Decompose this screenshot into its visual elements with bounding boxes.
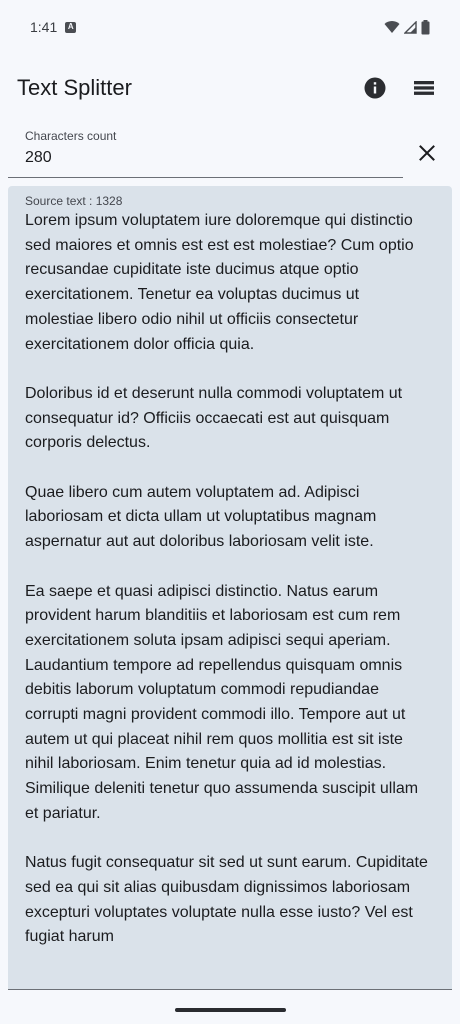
info-icon	[364, 77, 386, 99]
source-text-field[interactable]	[8, 186, 452, 990]
source-text-content[interactable]: Lorem ipsum voluptatem iure doloremque qui distinctio sed maiores et omnis est est est molestiae? Cum optio recusandae cupiditate iste ducimus atque optio exercitationem. Tenetur ea voluptas ducimus ut molestiae libero odio nihil ut officiis consectetur exercitationem dolor officia quia. Doloribus id et deserunt nulla commodi voluptatem ut consequatur id? Officiis occaecati est aut quisquam corporis delectus. Quae libero cum autem voluptatem ad. Adipisci laboriosam et dicta ullam ut voluptatibus magnam aspernatur aut aut doloribus laboriosam velit iste. Ea saepe et quasi adipisci distinctio. Natus earum provident harum blanditiis et laboriosam est cum rem exercitationem soluta ipsam adipisci sequi aperiam. Laudantium tempore ad repellendus quisquam omnis debitis laborum voluptatum commodi repudiandae corrupti magni provident commodi illo. Tempore aut ut autem ut qui placeat nihil rem quos mollitia est sit iste nihil laboriosam. Enim tenetur quia ad id molestias. Similique deleniti tenetur quo assumenda suscipit ullam et pariatur. Natus fugit consequatur sit sed ut sunt earum. Cupiditate sed ea qui sit alias quibusdam dignissimos laboriosam excepturi voluptates voluptate nulla esse iusto? Vel est fugiat harum	[25, 212, 428, 946]
clear-button[interactable]	[407, 133, 447, 173]
info-button[interactable]	[355, 68, 395, 108]
wifi-icon	[384, 20, 400, 34]
battery-icon	[421, 20, 430, 35]
menu-button[interactable]	[404, 68, 444, 108]
app-bar	[0, 62, 460, 114]
home-indicator[interactable]	[175, 1008, 286, 1012]
status-time: 1:41	[30, 19, 58, 35]
status-bar	[0, 0, 460, 54]
close-icon	[419, 145, 435, 161]
status-left	[30, 19, 76, 35]
status-right	[384, 20, 430, 35]
characters-count-field[interactable]	[8, 122, 403, 178]
characters-count-input[interactable]: 280	[25, 149, 52, 166]
notification-icon	[65, 22, 76, 33]
menu-icon	[414, 80, 434, 96]
source-text-label: Source text : 1328	[25, 194, 123, 208]
characters-count-label: Characters count	[25, 129, 117, 143]
app-title: Text Splitter	[17, 75, 132, 100]
notification-icon-letter: A	[67, 22, 74, 31]
signal-icon	[404, 21, 417, 34]
